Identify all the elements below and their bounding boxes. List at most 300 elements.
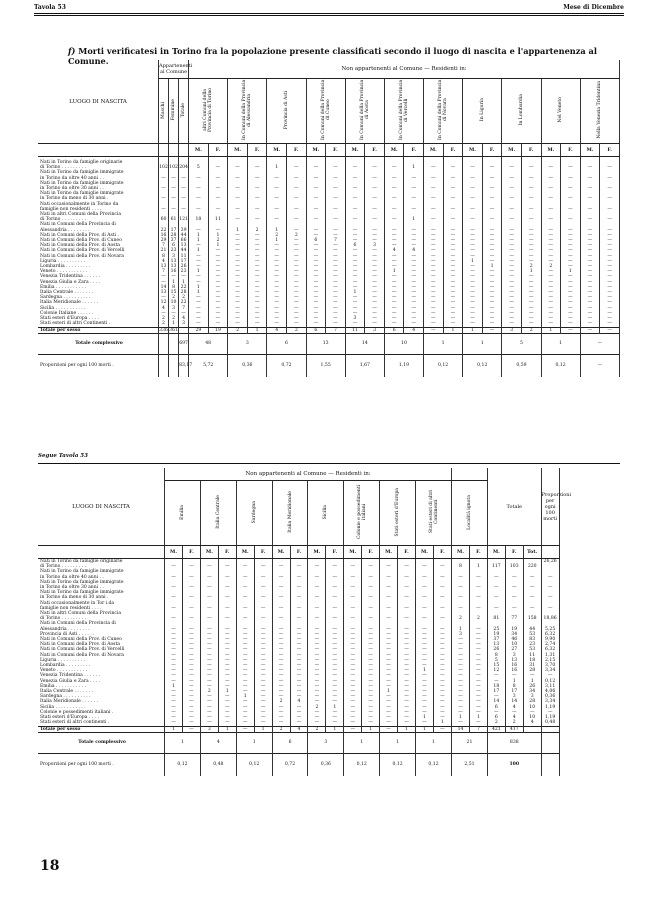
cell: — — [404, 243, 424, 248]
cell: 25 — [487, 627, 505, 632]
cell: — — [482, 259, 502, 264]
cell: — — [600, 259, 620, 264]
cell: — — [344, 653, 362, 658]
mf-blank — [38, 546, 165, 559]
cell: — — [344, 595, 362, 600]
cell: — — [308, 585, 326, 590]
cell: — — [183, 694, 201, 699]
cell: 28 — [523, 699, 541, 704]
cell: — — [326, 243, 346, 248]
cell: — — [218, 606, 236, 611]
cell: — — [365, 264, 385, 269]
cell: — — [189, 311, 209, 316]
cell: — — [345, 321, 365, 327]
cell: — — [380, 663, 398, 668]
cell: 1 — [380, 689, 398, 694]
cell: — — [326, 285, 346, 290]
cell: — — [247, 290, 267, 295]
cell: — — [344, 642, 362, 647]
sex-f: F. — [561, 144, 581, 157]
cell: — — [200, 627, 218, 632]
cell: 336 — [159, 327, 168, 333]
cell: 3 — [523, 694, 541, 699]
cell: — — [502, 238, 522, 243]
column-header — [424, 79, 463, 144]
cell: — — [561, 228, 581, 233]
cell: — — [600, 327, 620, 333]
cell: — — [384, 186, 404, 191]
cell: — — [452, 720, 470, 726]
sex-f: F. — [600, 144, 620, 157]
cell: — — [404, 280, 424, 285]
cell: 18 — [487, 684, 505, 689]
cell: 28 — [169, 233, 179, 238]
row-label: in Torino da oltre 40 anni . . — [38, 176, 159, 181]
cell: — — [362, 679, 380, 684]
continued-label: Segue Tavola 53 — [38, 453, 88, 459]
cell: — — [404, 264, 424, 269]
cell: — — [380, 653, 398, 658]
column-header-label: In Liguria — [479, 98, 485, 122]
cell: — — [308, 606, 326, 611]
cell: — — [487, 575, 505, 580]
cell: 26 — [179, 264, 189, 269]
cell: — — [228, 243, 248, 248]
cell: 1 — [218, 726, 236, 732]
cell: — — [254, 705, 272, 710]
cell: — — [415, 658, 433, 663]
proportion-cell: 6,32 — [541, 632, 559, 637]
cell: — — [443, 316, 463, 321]
cell: 2 — [521, 264, 541, 269]
cell: — — [272, 720, 290, 726]
cell: — — [236, 653, 254, 658]
cell: 13 — [169, 264, 179, 269]
column-header — [169, 79, 179, 144]
cell: — — [254, 710, 272, 715]
cell: — — [165, 616, 183, 621]
cell: — — [415, 564, 433, 569]
cell: 6 — [487, 715, 505, 720]
row-label: Nati in Torino da famiglie immigrate — [38, 569, 165, 574]
cell: — — [398, 699, 416, 704]
cell: 6 — [306, 327, 326, 333]
proportion-cell: — — [541, 710, 559, 715]
cell — [541, 753, 559, 776]
cell: — — [208, 295, 228, 300]
cell: — — [415, 575, 433, 580]
cell: — — [443, 233, 463, 238]
cell: — — [272, 689, 290, 694]
cell: — — [398, 658, 416, 663]
cell — [600, 157, 620, 166]
column-header — [580, 79, 619, 144]
cell: 77 — [505, 616, 523, 621]
row-label: Italia Centrale . . . . . . . — [38, 689, 165, 694]
column-header — [308, 481, 344, 546]
table-row — [38, 157, 620, 166]
cell: — — [345, 233, 365, 238]
cell: — — [165, 699, 183, 704]
cell: — — [365, 295, 385, 300]
cell: — — [345, 300, 365, 305]
cell: — — [228, 274, 248, 279]
cell: — — [600, 285, 620, 290]
cell: — — [326, 689, 344, 694]
cell: — — [384, 238, 404, 243]
cell: 1 — [179, 280, 189, 285]
cell: — — [482, 285, 502, 290]
cell: — — [580, 217, 600, 222]
cell: — — [236, 575, 254, 580]
column-header-label: Nel Veneto — [558, 97, 564, 123]
cell: — — [380, 564, 398, 569]
cell: 1 — [236, 694, 254, 699]
sex-f: F. — [326, 144, 346, 157]
cell — [541, 732, 559, 753]
proportion-header: Proporzioni per ogni 100 morti — [541, 468, 559, 546]
cell: — — [380, 632, 398, 637]
cell: — — [306, 274, 326, 279]
cell: — — [345, 274, 365, 279]
cell: 5 — [189, 165, 209, 170]
cell: 22 — [179, 300, 189, 305]
row-label: Nati in Comuni della Prov. di Aosta — [38, 243, 159, 248]
cell: — — [189, 321, 209, 327]
cell: — — [228, 295, 248, 300]
cell: — — [254, 679, 272, 684]
cell: — — [502, 295, 522, 300]
cell: — — [344, 720, 362, 726]
cell: — — [580, 264, 600, 269]
cell: — — [469, 653, 487, 658]
cell: — — [365, 254, 385, 259]
cell: — — [165, 689, 183, 694]
cell: — — [365, 186, 385, 191]
cell: — — [218, 627, 236, 632]
cell: — — [189, 280, 209, 285]
cell: — — [463, 196, 483, 201]
row-label: Nati in altri Comuni della Provincia — [38, 212, 159, 217]
cell: 2 — [267, 233, 287, 238]
cell: — — [433, 627, 451, 632]
cell — [287, 157, 307, 166]
cell: — — [561, 264, 581, 269]
cell: 8 — [169, 285, 179, 290]
column-header-label: Località ignota — [466, 494, 472, 530]
cell: — — [208, 248, 228, 253]
cell: — — [200, 663, 218, 668]
cell: — — [398, 684, 416, 689]
cell: — — [326, 228, 346, 233]
cell: 29 — [189, 327, 209, 333]
cell: — — [306, 196, 326, 201]
cell: 0,12 — [541, 354, 580, 377]
cell: 17 — [169, 228, 179, 233]
cell: — — [272, 668, 290, 673]
cell: — — [463, 186, 483, 191]
sex-m: M. — [415, 546, 433, 559]
cell: — — [541, 285, 561, 290]
cell: 3 — [365, 243, 385, 248]
cell: — — [208, 264, 228, 269]
cell: — — [254, 595, 272, 600]
cell: — — [433, 684, 451, 689]
cell: 7 — [326, 327, 346, 333]
cell: — — [398, 616, 416, 621]
cell: — — [600, 207, 620, 212]
cell: — — [541, 316, 561, 321]
cell: — — [345, 165, 365, 170]
cell: — — [452, 679, 470, 684]
cell: — — [228, 285, 248, 290]
cell: — — [362, 642, 380, 647]
cell: — — [272, 694, 290, 699]
cell: — — [502, 300, 522, 305]
cell: — — [463, 269, 483, 274]
cell: — — [267, 259, 287, 264]
cell: — — [308, 663, 326, 668]
cell: — — [326, 653, 344, 658]
cell: — — [267, 269, 287, 274]
cell — [482, 157, 502, 166]
cell: — — [345, 311, 365, 316]
column-header-label: In Comuni della Provincia di Cuneo — [320, 79, 331, 141]
cell: — — [326, 632, 344, 637]
cell: — — [502, 264, 522, 269]
cell: — — [165, 632, 183, 637]
cell: — — [521, 300, 541, 305]
cell: — — [561, 254, 581, 259]
cell: — — [228, 316, 248, 321]
cell: — — [404, 316, 424, 321]
cell: 13 — [487, 642, 505, 647]
cell: 121 — [179, 217, 188, 223]
cell: — — [502, 243, 522, 248]
cell: — — [415, 679, 433, 684]
cell: 117 — [487, 564, 505, 569]
cell: — — [254, 627, 272, 632]
cell: 3 — [345, 316, 365, 321]
cell: — — [326, 668, 344, 673]
cell: 17 — [487, 689, 505, 694]
cell: 4 — [523, 720, 541, 726]
cell: — — [541, 243, 561, 248]
sex-m: M. — [487, 546, 505, 559]
cell: — — [236, 595, 254, 600]
cell: — — [384, 285, 404, 290]
cell: — — [384, 207, 404, 212]
cell: — — [308, 637, 326, 642]
cell: — — [165, 710, 183, 715]
cell: — — [541, 238, 561, 243]
cell: — — [308, 658, 326, 663]
cell: — — [380, 658, 398, 663]
cell: — — [362, 689, 380, 694]
cell — [384, 157, 404, 166]
cell: — — [580, 321, 600, 327]
row-label: Nati in Comuni della Prov. di Novara — [38, 254, 159, 259]
column-header-label: Femmine — [171, 99, 177, 121]
cell: — — [384, 321, 404, 327]
top-rule — [34, 13, 624, 14]
cell: 0,12 — [344, 753, 380, 776]
cell: — — [159, 295, 169, 300]
grand-total-label: Totale complessivo — [38, 732, 165, 753]
cell: — — [502, 165, 522, 170]
cell: — — [502, 321, 522, 327]
cell: 2 — [272, 699, 290, 704]
cell: — — [424, 285, 444, 290]
cell: — — [218, 679, 236, 684]
sex-f: F. — [183, 546, 201, 559]
row-label: Nati in Torino da famiglie immigrate — [38, 191, 159, 196]
cell: — — [424, 306, 444, 311]
cell: — — [404, 207, 424, 212]
cell: — — [362, 575, 380, 580]
cell: — — [469, 679, 487, 684]
cell: — — [200, 585, 218, 590]
cell: — — [541, 311, 561, 316]
cell: — — [159, 274, 169, 279]
cell: — — [236, 726, 254, 732]
cell: — — [398, 642, 416, 647]
cell: — — [344, 705, 362, 710]
cell: — — [267, 285, 287, 290]
cell: — — [267, 295, 287, 300]
cell: — — [482, 316, 502, 321]
cell: — — [165, 720, 183, 726]
cell: — — [326, 321, 346, 327]
cell: — — [469, 684, 487, 689]
cell: — — [159, 311, 169, 316]
cell: — — [308, 642, 326, 647]
cell: — — [200, 642, 218, 647]
cell — [208, 157, 228, 166]
row-label: Nati in Comuni della Provincia di — [38, 222, 159, 227]
cell: 2 — [228, 327, 248, 333]
cell: 8 — [505, 684, 523, 689]
cell: — — [433, 658, 451, 663]
cell: — — [200, 668, 218, 673]
cell: — — [443, 274, 463, 279]
cell: — — [218, 673, 236, 678]
cell: — — [326, 295, 346, 300]
cell: — — [287, 248, 307, 253]
cell: — — [452, 642, 470, 647]
cell: — — [236, 663, 254, 668]
cell: — — [365, 165, 385, 170]
cell: — — [380, 595, 398, 600]
cell: — — [561, 285, 581, 290]
cell: — — [362, 632, 380, 637]
row-label: in Torino da meno di 30 anni . — [38, 595, 165, 600]
cell: 1 — [165, 726, 183, 732]
cell: — — [254, 647, 272, 652]
cell: — — [463, 243, 483, 248]
cell: — — [452, 663, 470, 668]
cell: 0,12 — [424, 354, 463, 377]
cell: — — [380, 668, 398, 673]
cell: — — [424, 238, 444, 243]
cell: — — [502, 176, 522, 181]
cell — [169, 157, 179, 166]
cell: 13 — [306, 333, 345, 354]
sex-m: M. — [424, 144, 444, 157]
cell: — — [254, 585, 272, 590]
cell: — — [541, 306, 561, 311]
cell — [345, 157, 365, 166]
cell: — — [344, 699, 362, 704]
cell: — — [415, 627, 433, 632]
cell: — — [290, 658, 308, 663]
cell: 0,36 — [228, 354, 267, 377]
cell: — — [208, 186, 228, 191]
cell: — — [165, 606, 183, 611]
cell: — — [208, 316, 228, 321]
cell: — — [433, 564, 451, 569]
cell: — — [287, 186, 307, 191]
row-label: Nati in Torino da famiglie originarie — [38, 559, 165, 565]
cell: — — [424, 327, 444, 333]
cell: — — [463, 228, 483, 233]
cell: — — [404, 321, 424, 327]
cell: — — [200, 679, 218, 684]
cell: — — [247, 321, 267, 327]
cell: — — [267, 316, 287, 321]
cell: 1 — [415, 715, 433, 720]
cell: — — [561, 280, 581, 285]
cell: — — [183, 710, 201, 715]
cell: — — [469, 632, 487, 637]
cell: 13 — [169, 259, 179, 264]
cell: — — [236, 720, 254, 726]
grand-total-label: Totale complessivo — [38, 333, 159, 354]
cell: 6 — [384, 327, 404, 333]
cell: — — [505, 585, 523, 590]
cell: — — [290, 575, 308, 580]
cell: — — [208, 311, 228, 316]
cell: — — [183, 679, 201, 684]
row-label: famiglie non residenti . . . . — [38, 606, 165, 611]
cell: — — [345, 207, 365, 212]
row-label: Stati esteri di altri Continenti . — [38, 321, 159, 327]
cell: — — [541, 248, 561, 253]
sex-m: M. — [306, 144, 326, 157]
cell: 11 — [345, 327, 365, 333]
row-label: Stati esteri d'Europa . . . . — [38, 715, 165, 720]
row-label: Nati in Comuni della Prov. di Asti . — [38, 233, 159, 238]
cell — [443, 157, 463, 166]
cell: — — [502, 186, 522, 191]
cell: — — [523, 673, 541, 678]
cell: 81 — [487, 616, 505, 621]
cell: — — [561, 248, 581, 253]
proportion-cell: — — [541, 606, 559, 611]
cell: — — [344, 575, 362, 580]
cell: 7 — [326, 238, 346, 243]
cell: — — [254, 699, 272, 704]
cell: — — [362, 684, 380, 689]
cell: — — [600, 321, 620, 327]
cell: — — [200, 616, 218, 621]
cell: 29 — [159, 238, 169, 243]
cell: 220 — [523, 564, 541, 569]
cell: — — [236, 658, 254, 663]
cell: — — [290, 710, 308, 715]
cell: — — [482, 269, 502, 274]
cell: 1 — [228, 228, 248, 233]
